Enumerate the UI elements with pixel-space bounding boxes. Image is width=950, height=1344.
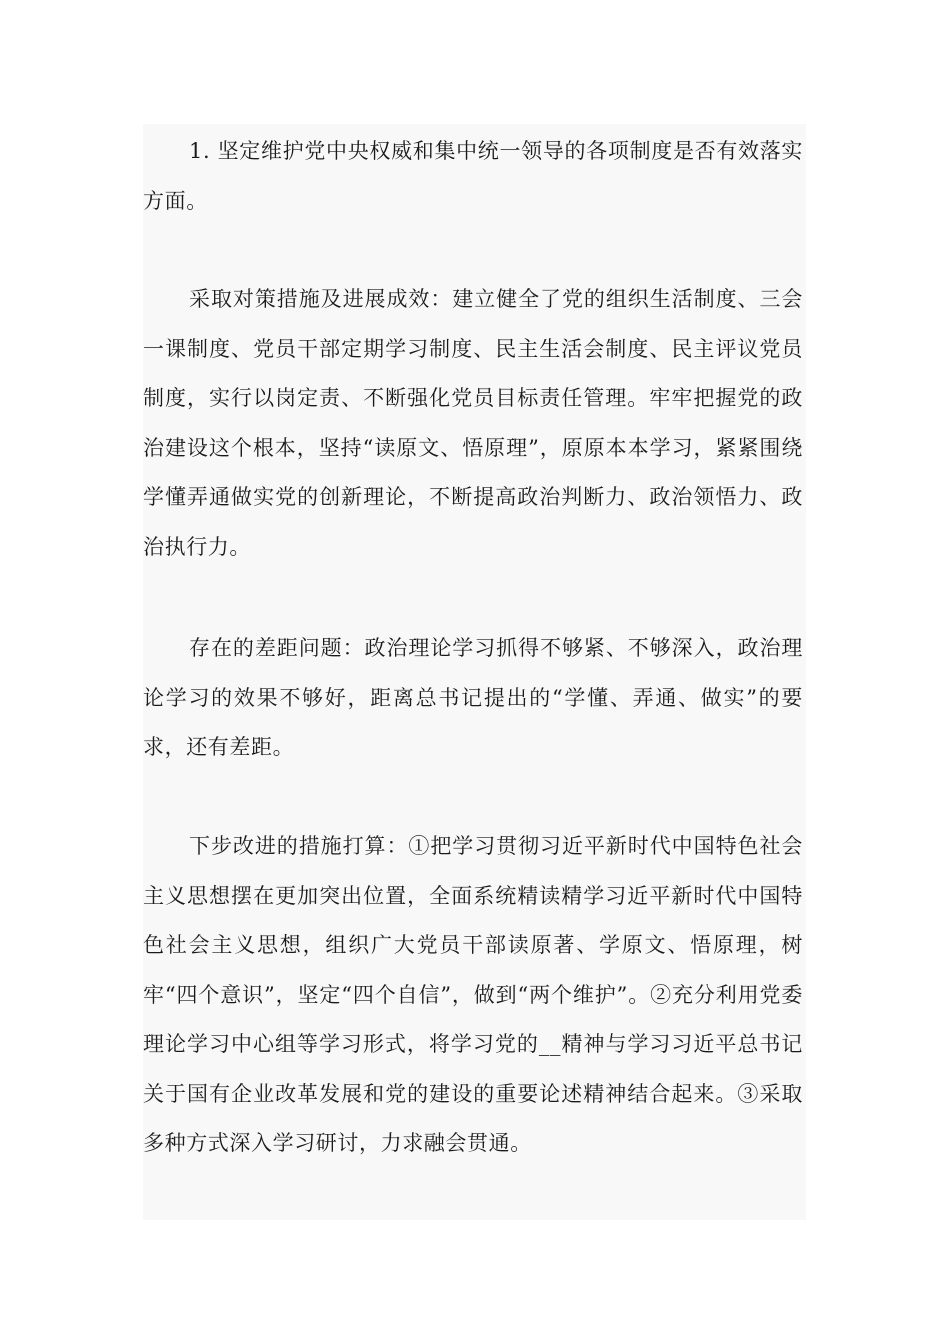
measures-progress-paragraph: 采取对策措施及进展成效：建立健全了党的组织生活制度、三会一课制度、党员干部定期学习制度、民主生活会制度、民主评议党员制度，实行以岗定责、不断强化党员目标责任管理。牢牢把握党的政治建设这个根本，坚持“读原文、悟原理”，原原本本学习，紧紧围绕学懂弄通做实党的创新理论，不断提高政治判断力、政治领悟力、政治执行力。: [143, 287, 803, 559]
next-steps-paragraph: 下步改进的措施打算：①把学习贯彻习近平新时代中国特色社会主义思想摆在更加突出位置，全面系统精读精学习近平新时代中国特色社会主义思想，组织广大党员干部读原著、学原文、悟原理，树牢“四个意识”，坚定“四个自信”，做到“两个维护”。②充分利用党委理论学习中心组等学习形式，将学习党的__精神与学习习近平总书记关于国有企业改革发展和党的建设的重要论述精神结合起来。③采取多种方式深入学习研讨，力求融会贯通。: [143, 834, 803, 1155]
section-heading-paragraph: 1. 坚定维护党中央权威和集中统一领导的各项制度是否有效落实方面。: [143, 139, 803, 213]
gap-problems-paragraph: 存在的差距问题：政治理论学习抓得不够紧、不够深入，政治理论学习的效果不够好，距离总书记提出的“学懂、弄通、做实”的要求，还有差距。: [143, 636, 803, 759]
